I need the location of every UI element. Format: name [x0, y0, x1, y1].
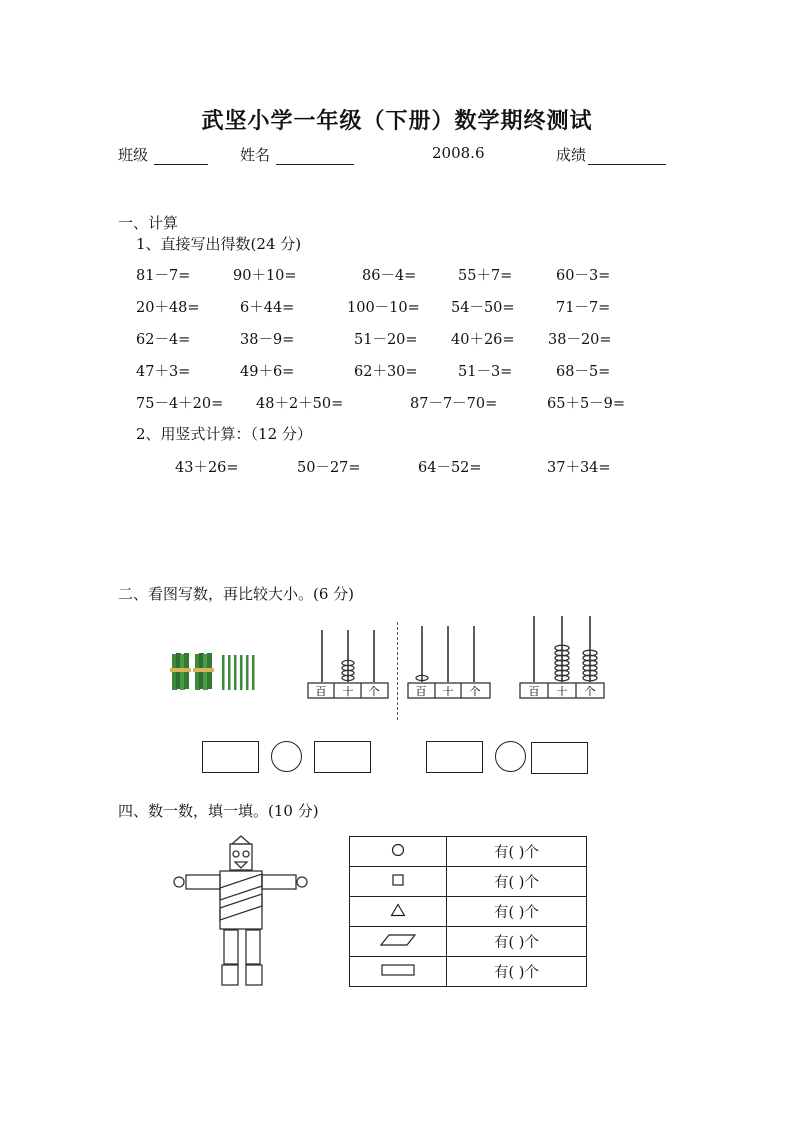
answer-box[interactable] — [531, 742, 588, 774]
problem: 6＋44= — [240, 300, 295, 316]
score-blank[interactable] — [588, 150, 666, 165]
shape-count-table — [349, 836, 587, 987]
vertical-problem: 64－52= — [418, 460, 482, 476]
problem: 100－10= — [347, 300, 420, 316]
abacus-label: 百 — [415, 685, 427, 698]
problem: 20＋48= — [136, 300, 200, 316]
problem: 90＋10= — [233, 268, 297, 284]
score-field — [556, 144, 666, 165]
problem: 38－20= — [548, 332, 612, 348]
count-answer[interactable]: 有( )个 — [447, 897, 587, 927]
circle-icon — [391, 843, 405, 857]
rectangle-icon — [380, 963, 416, 977]
abacus-1 — [302, 624, 392, 700]
table-row — [350, 957, 587, 987]
shape-cell — [350, 867, 447, 897]
problem: 40＋26= — [451, 332, 515, 348]
score-label: 成绩 — [556, 146, 587, 164]
shape-cell — [350, 837, 447, 867]
problem: 51－3= — [458, 364, 513, 380]
square-icon — [391, 873, 405, 887]
answer-box[interactable] — [426, 741, 483, 773]
answer-box[interactable] — [202, 741, 259, 773]
abacus-label: 个 — [368, 685, 380, 698]
section-1-heading: 一、计算 — [118, 214, 179, 232]
table-row — [350, 867, 587, 897]
single-sticks-icon — [222, 655, 255, 690]
section-divider — [397, 622, 398, 720]
table-row — [350, 897, 587, 927]
abacus-label: 个 — [469, 685, 481, 698]
problem: 81－7= — [136, 268, 191, 284]
section-2-heading: 二、看图写数，再比较大小。(6 分) — [118, 585, 355, 603]
abacus-3 — [516, 612, 608, 700]
name-blank[interactable] — [276, 150, 354, 165]
vertical-problem: 43＋26= — [175, 460, 239, 476]
page-title: 武坚小学一年级（下册）数学期终测试 — [201, 108, 593, 134]
part-2-heading: 2、用竖式计算：（12 分） — [136, 425, 312, 443]
name-field — [240, 144, 354, 165]
abacus-label: 十 — [342, 685, 354, 698]
count-answer[interactable]: 有( )个 — [447, 837, 587, 867]
robot-shapes-figure — [170, 834, 312, 990]
parallelogram-icon — [379, 933, 417, 947]
problem: 87－7－70= — [410, 396, 498, 412]
problem: 48＋2＋50= — [256, 396, 344, 412]
problem: 86－4= — [362, 268, 417, 284]
shape-cell — [350, 927, 447, 957]
abacus-label: 百 — [315, 685, 327, 698]
compare-circle[interactable] — [495, 741, 526, 772]
problem: 49＋6= — [240, 364, 295, 380]
stick-bundles-image — [166, 648, 262, 694]
problem: 54－50= — [451, 300, 515, 316]
class-blank[interactable] — [154, 150, 208, 165]
shape-cell — [350, 897, 447, 927]
table-row — [350, 927, 587, 957]
problem: 71－7= — [556, 300, 611, 316]
bundle-icon — [170, 653, 191, 690]
section-4-heading: 四、数一数，填一填。(10 分) — [118, 802, 319, 820]
problem: 62－4= — [136, 332, 191, 348]
problem: 68－5= — [556, 364, 611, 380]
problem: 38－9= — [240, 332, 295, 348]
count-answer[interactable]: 有( )个 — [447, 957, 587, 987]
bundle-icon — [193, 653, 214, 690]
exam-date: 2008.6 — [432, 144, 485, 162]
abacus-label: 百 — [528, 685, 540, 698]
answer-box[interactable] — [314, 741, 371, 773]
compare-circle[interactable] — [271, 741, 302, 772]
problem: 55＋7= — [458, 268, 513, 284]
abacus-2 — [404, 624, 494, 700]
table-row — [350, 837, 587, 867]
problem: 62＋30= — [354, 364, 418, 380]
triangle-icon — [390, 903, 406, 917]
problem: 65＋5－9= — [547, 396, 626, 412]
class-label: 班级 — [118, 146, 149, 164]
abacus-label: 十 — [556, 685, 568, 698]
vertical-problem: 50－27= — [297, 460, 361, 476]
name-label: 姓名 — [240, 146, 271, 164]
count-answer[interactable]: 有( )个 — [447, 867, 587, 897]
problem: 47＋3= — [136, 364, 191, 380]
problem: 51－20= — [354, 332, 418, 348]
vertical-problem: 37＋34= — [547, 460, 611, 476]
abacus-label: 十 — [442, 685, 454, 698]
class-field — [118, 144, 208, 165]
abacus-label: 个 — [584, 685, 596, 698]
count-answer[interactable]: 有( )个 — [447, 927, 587, 957]
problem: 75－4＋20= — [136, 396, 224, 412]
part-1-heading: 1、直接写出得数(24 分) — [136, 235, 302, 253]
problem: 60－3= — [556, 268, 611, 284]
shape-cell — [350, 957, 447, 987]
